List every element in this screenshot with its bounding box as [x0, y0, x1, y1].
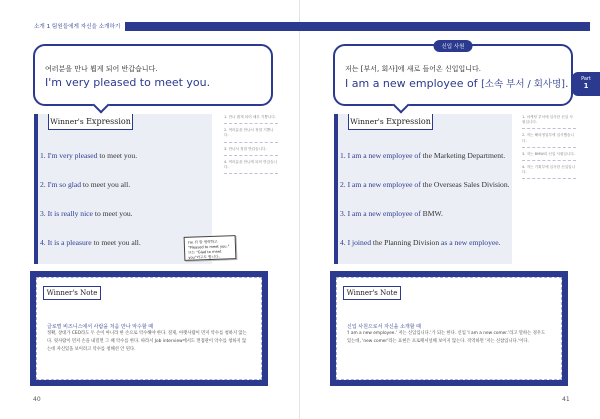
expression-title-b: Expression [86, 117, 131, 126]
expression-line [40, 180, 130, 189]
winners-note-title: Winner's Note [343, 286, 401, 300]
line-number: 1. [40, 151, 48, 160]
expression-line [340, 151, 505, 160]
note-item: 1. 만나 뵙게 되어 매우 기쁩니다. [224, 114, 278, 124]
note-item: 2. 여러분을 만나서 정말 기쁩니다. [224, 127, 278, 142]
winners-note-inner [36, 277, 262, 380]
category-tag: 신입 사원 [433, 40, 472, 52]
note-item: 3. 만나서 정말 반갑습니다. [224, 146, 278, 156]
line-number: 4. [40, 238, 48, 247]
key-sentence-english: I'm very pleased to meet you. [45, 76, 211, 89]
note-item: 4. 저는 기획부에 입사한 신입입니다. [522, 164, 576, 179]
line-highlight: It is a pleasure [47, 238, 92, 247]
key-sentence-korean: 저는 [부서, 회사]에 새로 들어온 신입입니다. [345, 65, 481, 73]
translation-notes [224, 114, 278, 177]
expression-title [348, 114, 433, 130]
page-number: 41 [562, 396, 570, 403]
note-item: 2. 저는 해외영업부에 입사했습니다. [522, 132, 576, 147]
winners-note-body: 'I am a new employee.' 저는 신입입니다.'가 되는 한다. 신입 'I am a new comer.'라고 말하는 경우도 있는데, 'new comer'라는 표현은 프로페셔널해 보이지 않는다. 직역하면 '저는 신참입니다.'이다. [347, 331, 546, 344]
expression-line [40, 209, 133, 218]
winners-note-title: Winner's Note [43, 286, 101, 300]
line-rest: BMW. [420, 209, 443, 218]
key-sentence-english [345, 76, 568, 90]
expression-title [48, 114, 133, 130]
line-rest: to meet you all. [81, 180, 131, 189]
line-tail-highlight: as a new employee. [441, 238, 501, 247]
line-number: 2. [340, 180, 348, 189]
line-rest: to meet you. [92, 209, 133, 218]
key-sentence-korean: 여러분을 만나 뵙게 되어 반갑습니다. [45, 65, 158, 73]
line-rest: the Planning Division [371, 238, 442, 247]
winners-note-inner [336, 277, 562, 380]
line-highlight: I am a new employee of [347, 151, 421, 160]
line-number: 2. [40, 180, 48, 189]
key-sentence-bubble [33, 44, 273, 106]
expression-title-b: Expression [386, 117, 431, 126]
note-item: 3. 저는 BMW의 신입 사원입니다. [522, 151, 576, 161]
part-tab [572, 72, 600, 96]
line-number: 3. [40, 209, 48, 218]
note-item: 1. 마케팅 부서에 입사한 신입 사원입니다. [522, 114, 576, 129]
expression-line [340, 209, 443, 218]
key-sentence-period: . [564, 77, 569, 90]
expression-panel [334, 114, 512, 264]
line-highlight: It is really nice [47, 209, 93, 218]
key-sentence-bubble [333, 44, 573, 106]
line-highlight: I'm so glad [47, 180, 82, 189]
winners-note-heading: 신입 사원으로서 자신을 소개할 때 [347, 324, 421, 330]
winners-note-heading: 글로벌 비즈니스에서 사람을 처음 만나 악수할 때 [47, 324, 154, 330]
expression-title-a: Winner's [50, 117, 87, 126]
expression-line [40, 151, 137, 160]
page-number: 40 [33, 396, 41, 403]
expression-line [340, 180, 510, 189]
key-sentence-placeholder: [소속 부서 / 회사명] [481, 79, 565, 90]
line-number: 4. [340, 238, 348, 247]
expression-line [340, 238, 501, 247]
panel-strip [334, 114, 338, 264]
line-highlight: I'm very pleased [47, 151, 98, 160]
winners-note-body: 정확, 상대가 CEO라도 두 손이 아니라 한 손으로 악수해야 한다. 절제, 아랫사람이 먼저 악수를 청하지 않는다. 윗사람이 먼저 손을 내밀면 그 때 악수를 한다. 따라서 Job interview에서도 면접관이 악수를 청하지 않는데 자신있을 보이려고 악수를 청해선 안 된다. [47, 331, 247, 352]
chapter-heading: 소개 1 팀원들에게 자신을 소개하기 [34, 24, 121, 30]
line-highlight: I am a new employee of [347, 180, 421, 189]
line-rest: to meet you all. [91, 238, 141, 247]
line-rest: the Marketing Department. [420, 151, 506, 160]
line-rest: the Overseas Sales Division. [420, 180, 510, 189]
line-number: 1. [340, 151, 348, 160]
line-highlight: I joined [347, 238, 372, 247]
winners-note-box [330, 271, 568, 386]
expression-title-a: Winner's [350, 117, 387, 126]
line-rest: to meet you. [97, 151, 138, 160]
translation-notes [522, 114, 576, 182]
line-highlight: I am a new employee of [347, 209, 421, 218]
part-tab-number: 1 [583, 82, 589, 90]
line-number: 3. [340, 209, 348, 218]
bubble-tail [93, 97, 110, 114]
note-item: 4. 여러분을 만나게 되어 반갑습니다. [224, 159, 278, 174]
panel-strip [34, 114, 38, 264]
key-sentence-text: I am a new employee of [345, 77, 482, 90]
handwritten-tip: I'm 뒤 말 생략하고 "Pleased to meet you." 또는 "Glad to meet you"라고도 합니다. [184, 235, 237, 261]
winners-note-box [30, 271, 268, 386]
part-tab-label: Part [581, 76, 591, 82]
expression-line [40, 238, 141, 247]
